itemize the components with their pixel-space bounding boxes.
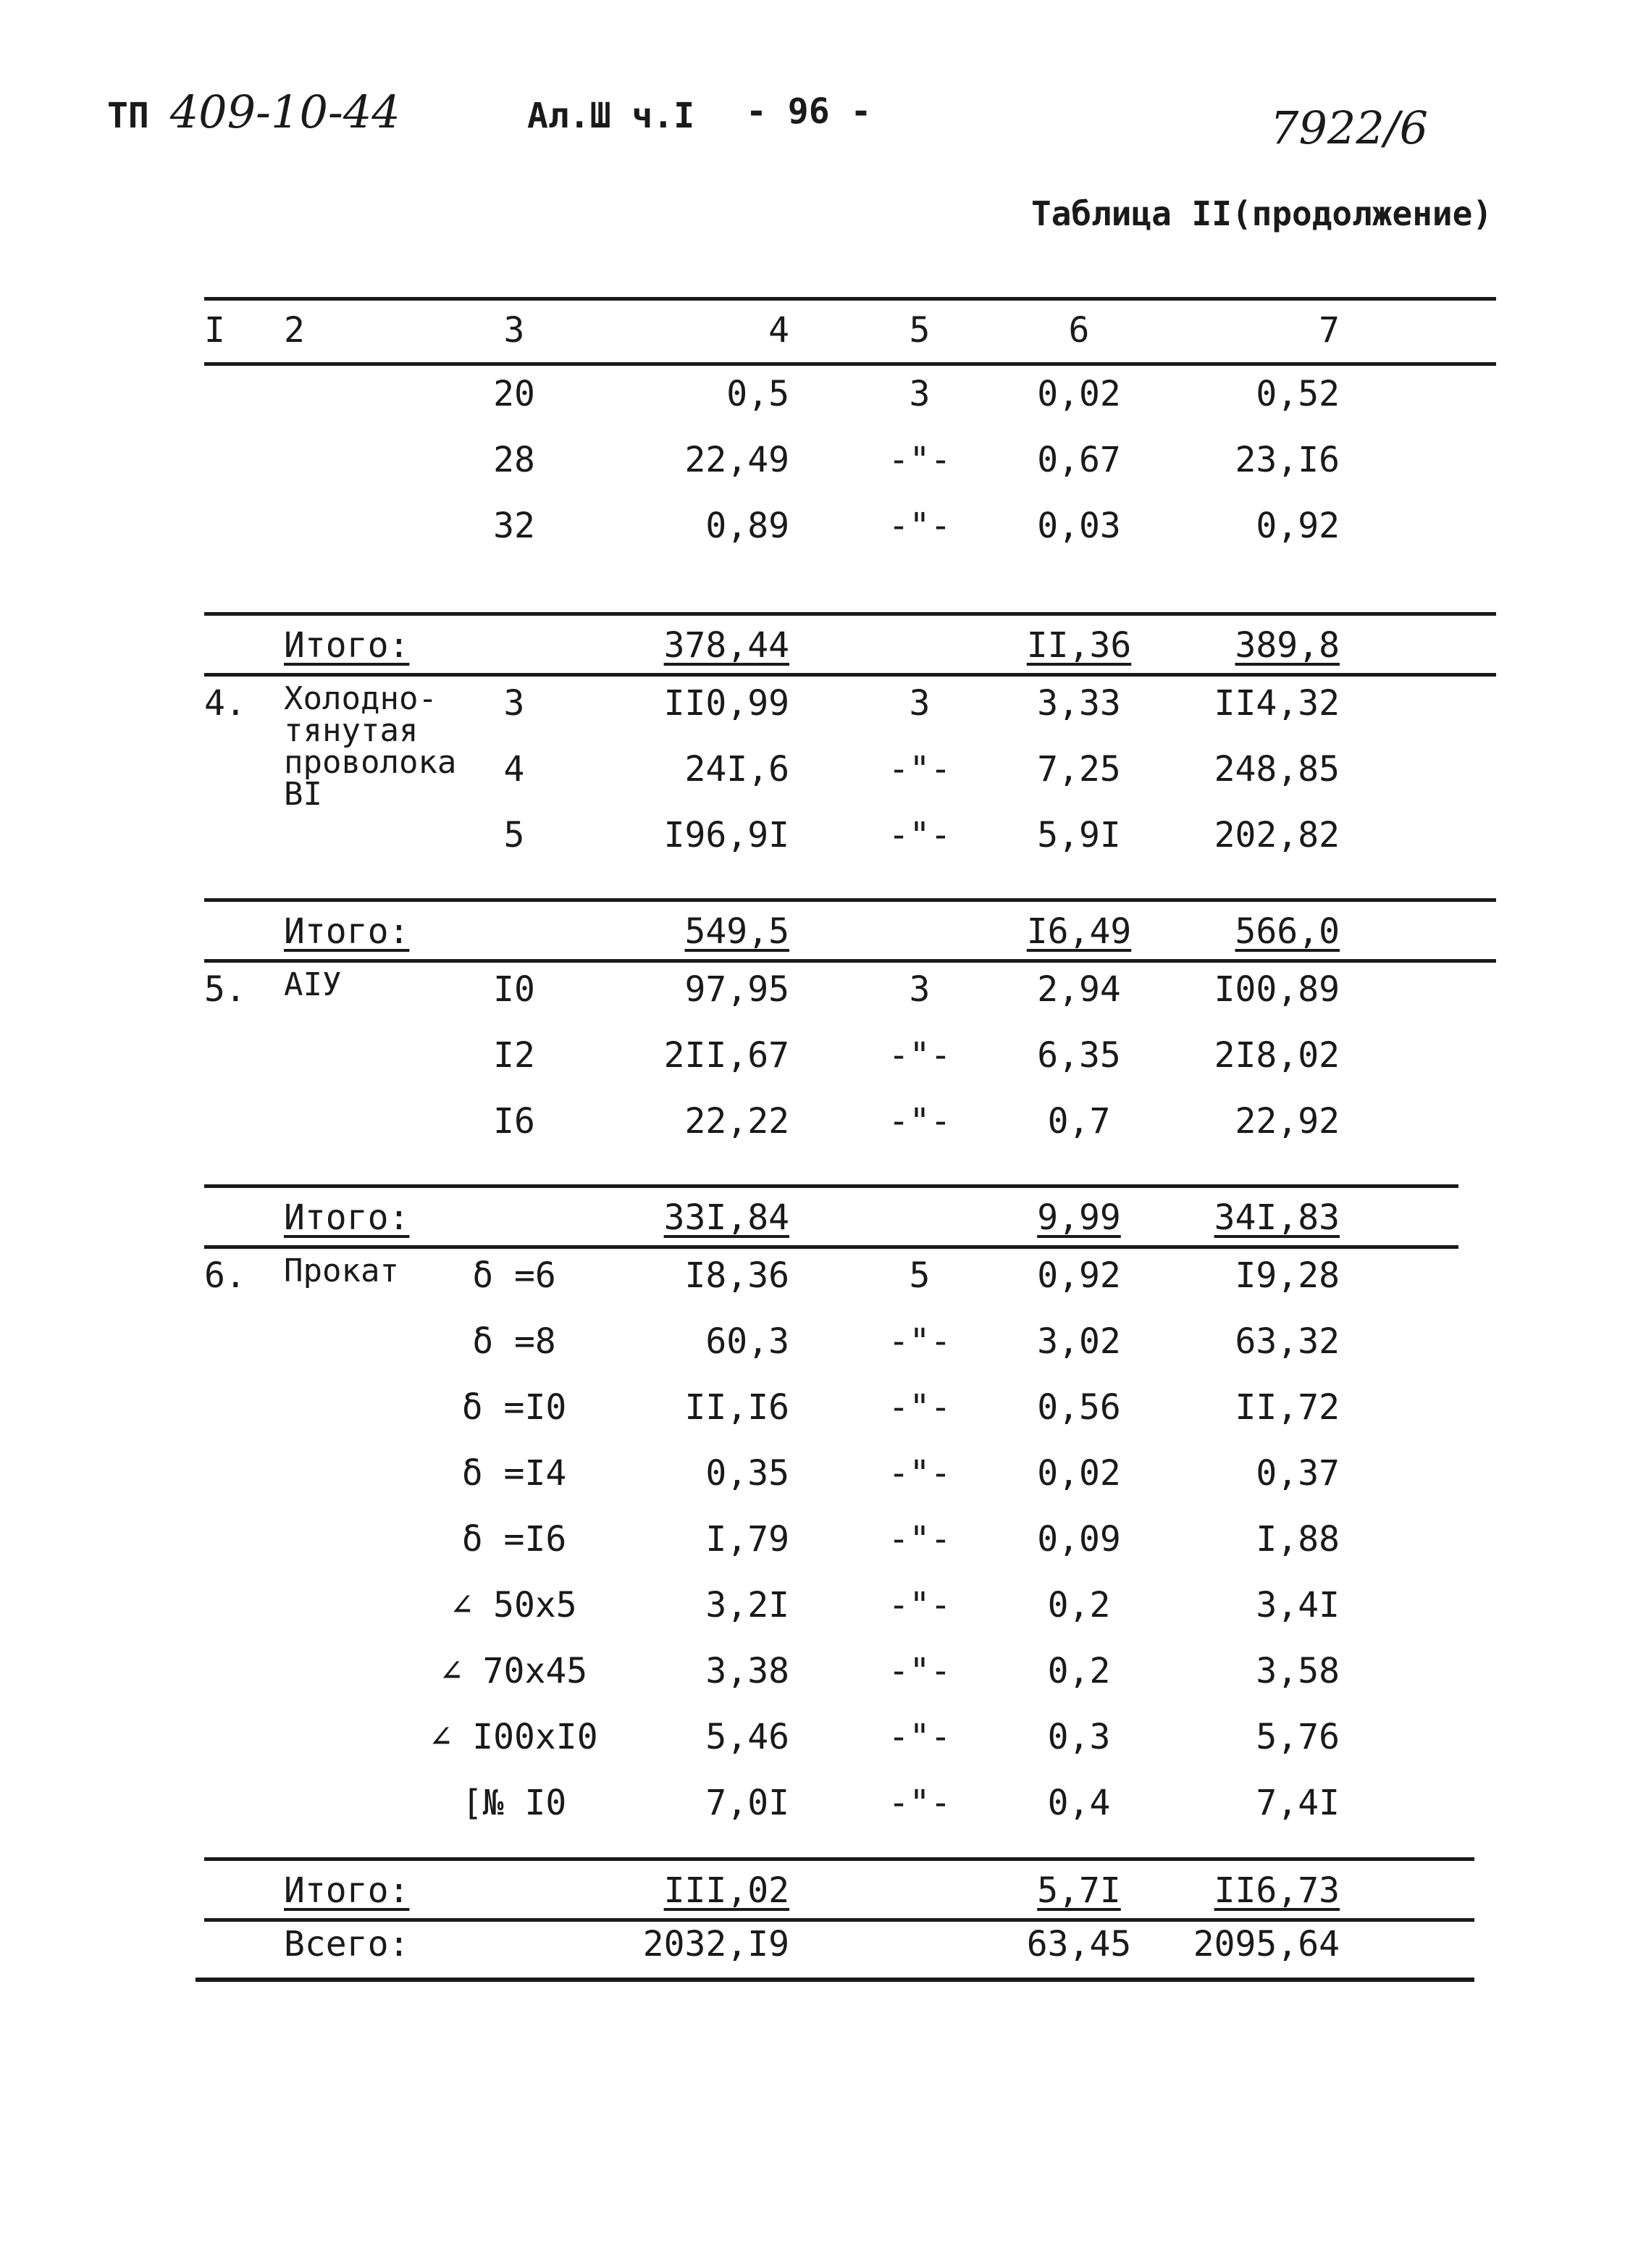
cell-percent: 3 bbox=[909, 374, 931, 414]
total-loss: 5,7I bbox=[1037, 1870, 1121, 1911]
section-rule bbox=[204, 898, 1496, 902]
cell-mass: 0,89 bbox=[705, 506, 789, 546]
cell-percent: -"- bbox=[888, 1321, 952, 1362]
cell-loss: 0,56 bbox=[1037, 1387, 1121, 1428]
cell-percent: -"- bbox=[888, 1519, 952, 1560]
cell-total: 248,85 bbox=[1214, 749, 1340, 790]
cell-mass: 3,2I bbox=[705, 1585, 789, 1625]
table-title: Таблица II(продолжение) bbox=[1031, 194, 1492, 233]
cell-loss: 0,4 bbox=[1047, 1783, 1111, 1823]
total-loss: 9,99 bbox=[1037, 1197, 1121, 1238]
cell-total: 3,58 bbox=[1256, 1651, 1340, 1691]
cell-percent: -"- bbox=[888, 1717, 952, 1757]
cell-percent: 3 bbox=[909, 969, 931, 1010]
cell-loss: 0,09 bbox=[1037, 1519, 1121, 1560]
cell-mass: I96,9I bbox=[663, 815, 789, 855]
column-header-1: I bbox=[204, 310, 225, 351]
cell-percent: -"- bbox=[888, 440, 952, 480]
cell-mass: 22,22 bbox=[684, 1101, 789, 1142]
cell-percent: -"- bbox=[888, 1651, 952, 1691]
cell-size: ∠ I00xI0 bbox=[430, 1717, 598, 1757]
total-sum: 566,0 bbox=[1235, 911, 1340, 952]
cell-size: δ =I6 bbox=[461, 1519, 567, 1560]
cell-loss: 3,02 bbox=[1037, 1321, 1121, 1362]
cell-percent: 3 bbox=[909, 683, 931, 724]
section-name: AIУ bbox=[284, 966, 342, 1003]
cell-mass: 3,38 bbox=[705, 1651, 789, 1691]
section-rule bbox=[204, 612, 1496, 616]
total-label: Итого: bbox=[284, 911, 410, 952]
cell-percent: -"- bbox=[888, 1453, 952, 1494]
total-sum: II6,73 bbox=[1214, 1870, 1340, 1911]
cell-mass: 2II,67 bbox=[663, 1035, 789, 1076]
section-rule bbox=[204, 1857, 1474, 1861]
cell-size: δ =I4 bbox=[461, 1453, 567, 1494]
table-top-rule bbox=[204, 297, 1496, 301]
cell-total: 2I8,02 bbox=[1214, 1035, 1340, 1076]
code-prefix: ТП bbox=[107, 96, 149, 136]
column-header-7: 7 bbox=[1319, 310, 1340, 351]
cell-size: 4 bbox=[503, 749, 525, 790]
section-number: 4. bbox=[204, 683, 246, 724]
cell-mass: 22,49 bbox=[684, 440, 789, 480]
cell-loss: 0,3 bbox=[1047, 1717, 1111, 1757]
cell-percent: 5 bbox=[909, 1255, 931, 1296]
grand-total-sum: 2095,64 bbox=[1193, 1924, 1340, 1964]
section-number: 5. bbox=[204, 969, 246, 1010]
cell-size: 28 bbox=[493, 440, 535, 480]
total-mass: 549,5 bbox=[684, 911, 789, 952]
cell-loss: 0,03 bbox=[1037, 506, 1121, 546]
total-rule bbox=[204, 959, 1496, 963]
cell-size: δ =6 bbox=[472, 1255, 556, 1296]
cell-total: 63,32 bbox=[1235, 1321, 1340, 1362]
cell-loss: 0,02 bbox=[1037, 374, 1121, 414]
cell-total: II,72 bbox=[1235, 1387, 1340, 1428]
cell-mass: I,79 bbox=[705, 1519, 789, 1560]
cell-mass: 5,46 bbox=[705, 1717, 789, 1757]
cell-mass: 60,3 bbox=[705, 1321, 789, 1362]
column-header-3: 3 bbox=[503, 310, 525, 351]
grand-total-label: Всего: bbox=[284, 1924, 410, 1964]
page-number: - 96 - bbox=[746, 91, 872, 132]
cell-size: [№ I0 bbox=[461, 1783, 567, 1823]
cell-percent: -"- bbox=[888, 815, 952, 855]
cell-total: 7,4I bbox=[1256, 1783, 1340, 1823]
cell-loss: 0,67 bbox=[1037, 440, 1121, 480]
total-rule bbox=[204, 673, 1496, 677]
cell-loss: 2,94 bbox=[1037, 969, 1121, 1010]
total-label: Итого: bbox=[284, 1870, 410, 1911]
cell-total: 23,I6 bbox=[1235, 440, 1340, 480]
album-ref: Ал.Ш ч.I bbox=[527, 96, 695, 136]
cell-loss: 0,02 bbox=[1037, 1453, 1121, 1494]
cell-size: 32 bbox=[493, 506, 535, 546]
total-label: Итого: bbox=[284, 625, 410, 666]
cell-total: 0,37 bbox=[1256, 1453, 1340, 1494]
total-sum: 34I,83 bbox=[1214, 1197, 1340, 1238]
header-bottom-rule bbox=[204, 362, 1496, 366]
cell-total: 3,4I bbox=[1256, 1585, 1340, 1625]
cell-total: II4,32 bbox=[1214, 683, 1340, 724]
cell-loss: 6,35 bbox=[1037, 1035, 1121, 1076]
document-code bbox=[107, 85, 400, 138]
total-rule bbox=[204, 1918, 1474, 1922]
cell-loss: 0,2 bbox=[1047, 1585, 1111, 1625]
cell-size: 5 bbox=[503, 815, 525, 855]
cell-size: δ =8 bbox=[472, 1321, 556, 1362]
cell-size: I6 bbox=[493, 1101, 535, 1142]
cell-percent: -"- bbox=[888, 749, 952, 790]
sheet-number: 7922/6 bbox=[1270, 101, 1429, 154]
cell-mass: II,I6 bbox=[684, 1387, 789, 1428]
cell-mass: 0,5 bbox=[726, 374, 789, 414]
cell-size: 3 bbox=[503, 683, 525, 724]
table-bottom-rule bbox=[196, 1978, 1474, 1982]
cell-percent: -"- bbox=[888, 1101, 952, 1142]
column-header-6: 6 bbox=[1068, 310, 1090, 351]
code-number: 409-10-44 bbox=[169, 85, 400, 138]
total-label: Итого: bbox=[284, 1197, 410, 1238]
cell-total: 202,82 bbox=[1214, 815, 1340, 855]
total-loss: II,36 bbox=[1026, 625, 1132, 666]
cell-percent: -"- bbox=[888, 1035, 952, 1076]
cell-total: I,88 bbox=[1256, 1519, 1340, 1560]
cell-total: 5,76 bbox=[1256, 1717, 1340, 1757]
cell-percent: -"- bbox=[888, 1387, 952, 1428]
cell-percent: -"- bbox=[888, 506, 952, 546]
column-header-4: 4 bbox=[768, 310, 789, 351]
section-number: 6. bbox=[204, 1255, 246, 1296]
cell-mass: 24I,6 bbox=[684, 749, 789, 790]
grand-total-mass: 2032,I9 bbox=[642, 1924, 789, 1964]
cell-loss: 3,33 bbox=[1037, 683, 1121, 724]
cell-percent: -"- bbox=[888, 1783, 952, 1823]
cell-mass: II0,99 bbox=[663, 683, 789, 724]
cell-size: 20 bbox=[493, 374, 535, 414]
cell-total: I9,28 bbox=[1235, 1255, 1340, 1296]
cell-mass: 97,95 bbox=[684, 969, 789, 1010]
total-sum: 389,8 bbox=[1235, 625, 1340, 666]
total-mass: 378,44 bbox=[663, 625, 789, 666]
cell-size: ∠ 70x45 bbox=[440, 1651, 588, 1691]
section-rule bbox=[204, 1184, 1458, 1188]
cell-size: ∠ 50x5 bbox=[451, 1585, 577, 1625]
cell-size: δ =I0 bbox=[461, 1387, 567, 1428]
total-rule bbox=[204, 1245, 1458, 1249]
cell-loss: 7,25 bbox=[1037, 749, 1121, 790]
cell-total: 22,92 bbox=[1235, 1101, 1340, 1142]
cell-total: I00,89 bbox=[1214, 969, 1340, 1010]
cell-mass: 0,35 bbox=[705, 1453, 789, 1494]
column-header-5: 5 bbox=[909, 310, 931, 351]
section-name: Прокат bbox=[284, 1252, 399, 1289]
cell-size: I0 bbox=[493, 969, 535, 1010]
cell-mass: 7,0I bbox=[705, 1783, 789, 1823]
total-loss: I6,49 bbox=[1026, 911, 1132, 952]
cell-percent: -"- bbox=[888, 1585, 952, 1625]
total-mass: III,02 bbox=[663, 1870, 789, 1911]
cell-size: I2 bbox=[493, 1035, 535, 1076]
cell-loss: 0,7 bbox=[1047, 1101, 1111, 1142]
cell-total: 0,92 bbox=[1256, 506, 1340, 546]
cell-loss: 5,9I bbox=[1037, 815, 1121, 855]
cell-total: 0,52 bbox=[1256, 374, 1340, 414]
section-name: Холодно-тянутая проволока BI bbox=[284, 680, 457, 813]
cell-loss: 0,2 bbox=[1047, 1651, 1111, 1691]
total-mass: 33I,84 bbox=[663, 1197, 789, 1238]
grand-total-loss: 63,45 bbox=[1026, 1924, 1132, 1964]
column-header-2: 2 bbox=[284, 310, 305, 351]
cell-mass: I8,36 bbox=[684, 1255, 789, 1296]
cell-loss: 0,92 bbox=[1037, 1255, 1121, 1296]
